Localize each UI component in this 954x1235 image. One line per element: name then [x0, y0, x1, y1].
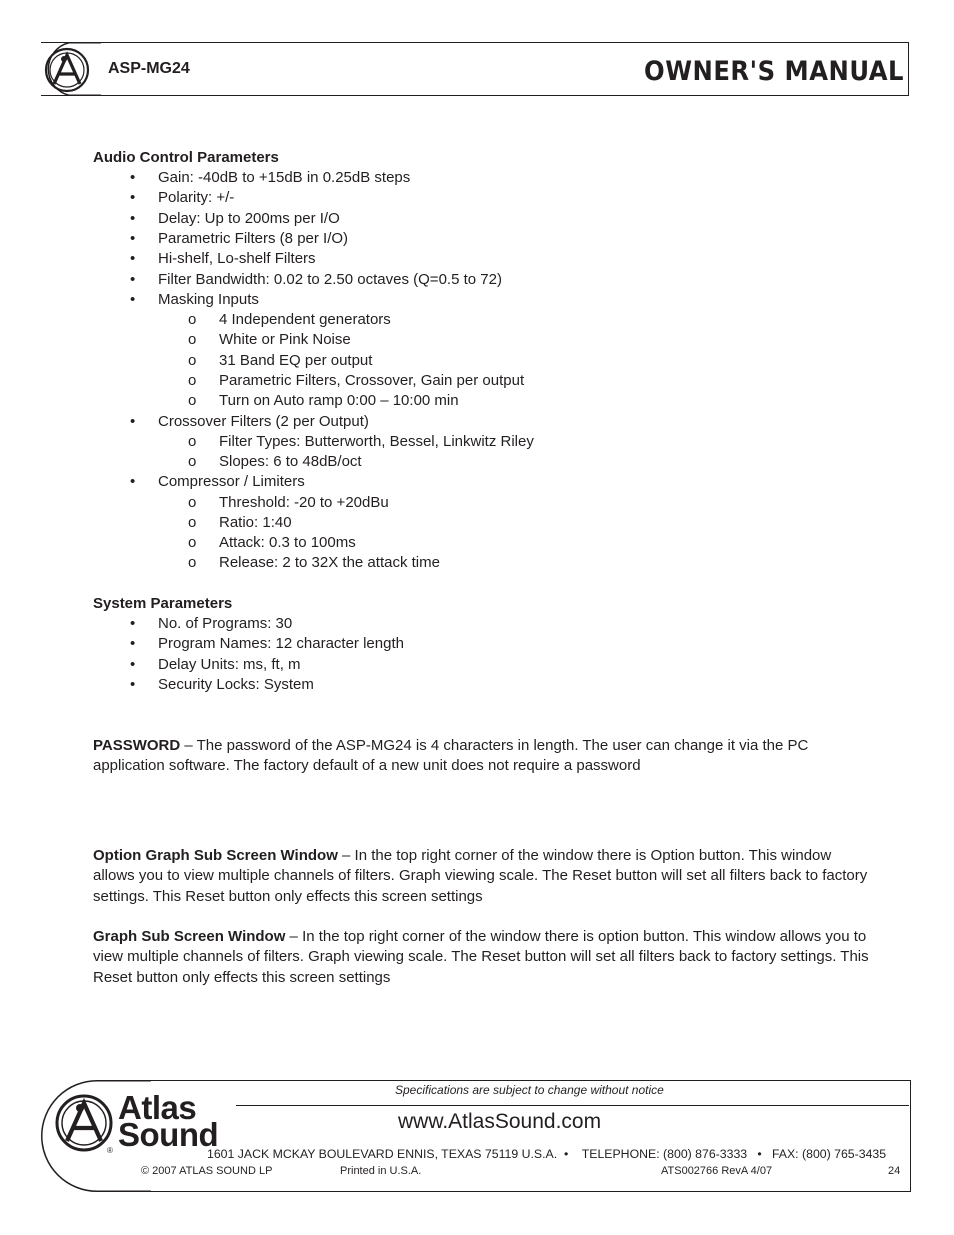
document-id: ATS002766 RevA 4/07 [661, 1165, 773, 1177]
option-graph-paragraph [93, 846, 873, 907]
company-address: 1601 JACK MCKAY BOULEVARD ENNIS, TEXAS 75119 U.S.A. • TELEPHONE: (800) 876-3333 • FAX: (800) 765-3435 [207, 1147, 887, 1161]
atlas-logo-icon [44, 47, 90, 93]
sub-list-item: Parametric Filters, Crossover, Gain per output [219, 372, 525, 389]
list-item: Program Names: 12 character length [158, 635, 404, 652]
sub-bullet: o [188, 514, 197, 531]
copyright: © 2007 ATLAS SOUND LP [141, 1165, 273, 1177]
page-number: 24 [888, 1165, 901, 1177]
list-item: Parametric Filters (8 per I/O) [158, 230, 349, 247]
sub-bullet: o [188, 331, 197, 348]
password-paragraph [93, 736, 873, 777]
brand-wordmark-atlas: Atlas [118, 1089, 197, 1126]
bullet: • [130, 189, 136, 206]
password-term: PASSWORD [93, 737, 181, 754]
sub-list-item: Ratio: 1:40 [219, 514, 292, 531]
sub-bullet: o [188, 392, 197, 409]
graph-paragraph [93, 927, 873, 988]
manual-title: OWNER'S MANUAL [644, 56, 904, 87]
option-graph-term: Option Graph Sub Screen Window [93, 847, 338, 864]
sub-bullet: o [188, 453, 197, 470]
bullet: • [130, 413, 136, 430]
sub-bullet: o [188, 494, 197, 511]
atlas-sound-logo-icon [54, 1093, 114, 1153]
list-item: Gain: -40dB to +15dB in 0.25dB steps [158, 169, 411, 186]
sub-list-item: Filter Types: Butterworth, Bessel, Linkwitz Riley [219, 433, 534, 450]
sub-list-item: 4 Independent generators [219, 311, 391, 328]
list-item: Security Locks: System [158, 676, 314, 693]
system-heading: System Parameters [93, 595, 233, 612]
bullet: • [130, 291, 136, 308]
list-item: Filter Bandwidth: 0.02 to 2.50 octaves (Q=0.5 to 72) [158, 271, 502, 288]
model-number: ASP-MG24 [108, 60, 190, 77]
list-item: Delay Units: ms, ft, m [158, 656, 301, 673]
bullet: • [130, 473, 136, 490]
bullet: • [130, 250, 136, 267]
bullet: • [130, 656, 136, 673]
list-item: Polarity: +/- [158, 189, 235, 206]
graph-text: – In the top right corner of the window there is option button. This window allows you to view multiple channels of filters. Graph viewing scale. The Reset button will set all filters back to factory settings. This Reset button only effects this screen settings [93, 928, 869, 986]
sub-list-item: Release: 2 to 32X the attack time [219, 554, 440, 571]
sub-list-item: 31 Band EQ per output [219, 352, 373, 369]
sub-bullet: o [188, 534, 197, 551]
sub-list-item: White or Pink Noise [219, 331, 351, 348]
password-text: – The password of the ASP-MG24 is 4 characters in length. The user can change it via the PC application software. The factory default of a new unit does not require a password [93, 737, 809, 775]
list-item: No. of Programs: 30 [158, 615, 293, 632]
bullet: • [130, 271, 136, 288]
list-item: Crossover Filters (2 per Output) [158, 413, 369, 430]
list-item: Masking Inputs [158, 291, 259, 308]
sub-list-item: Threshold: -20 to +20dBu [219, 494, 389, 511]
audio-heading: Audio Control Parameters [93, 149, 279, 166]
bullet: • [130, 230, 136, 247]
bullet: • [130, 615, 136, 632]
sub-list-item: Turn on Auto ramp 0:00 – 10:00 min [219, 392, 459, 409]
list-item: Compressor / Limiters [158, 473, 305, 490]
bullet: • [130, 635, 136, 652]
bullet: • [130, 676, 136, 693]
bullet: • [130, 210, 136, 227]
website-link[interactable]: www.AtlasSound.com [398, 1110, 602, 1133]
sub-bullet: o [188, 311, 197, 328]
brand-wordmark-sound: Sound [118, 1116, 219, 1153]
registered-mark: ® [107, 1146, 113, 1155]
sub-bullet: o [188, 554, 197, 571]
footer-divider [236, 1105, 909, 1106]
spec-notice: Specifications are subject to change without notice [395, 1083, 664, 1097]
printed-in: Printed in U.S.A. [340, 1165, 422, 1177]
sub-bullet: o [188, 433, 197, 450]
graph-term: Graph Sub Screen Window [93, 928, 286, 945]
bullet: • [130, 169, 136, 186]
list-item: Hi-shelf, Lo-shelf Filters [158, 250, 316, 267]
sub-list-item: Attack: 0.3 to 100ms [219, 534, 356, 551]
sub-bullet: o [188, 352, 197, 369]
sub-bullet: o [188, 372, 197, 389]
sub-list-item: Slopes: 6 to 48dB/oct [219, 453, 362, 470]
list-item: Delay: Up to 200ms per I/O [158, 210, 340, 227]
option-graph-text: – In the top right corner of the window there is Option button. This window allows you to view multiple channels of filters. Graph viewing scale. The Reset button will set all filters back to factory settings. This Reset button only effects this screen settings [93, 847, 868, 905]
